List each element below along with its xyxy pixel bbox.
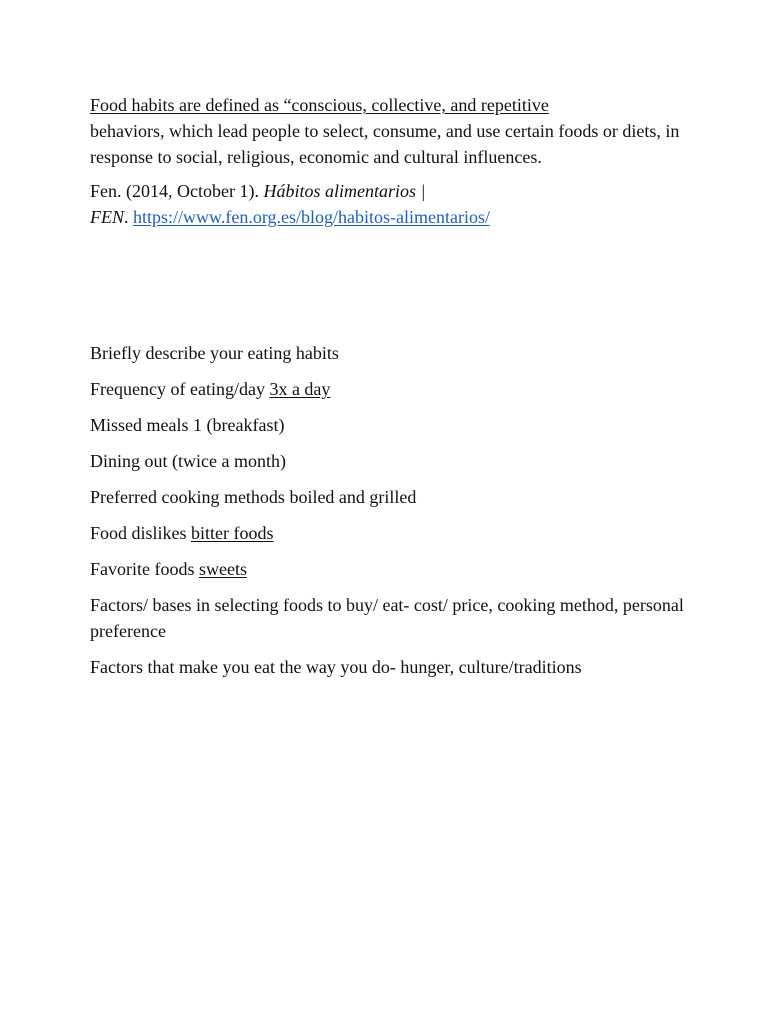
dining-out-line: Dining out (twice a month) [90,451,286,471]
dislikes-label: Food dislikes [90,523,192,543]
intro-underlined-text: Food habits are defined as “conscious, collective, and repetitive [90,95,549,115]
favorites-value: sweets [198,559,247,579]
citation-title: Hábitos alimentarios | [263,181,426,201]
intro-text: behaviors, which lead people to select, consume, and use certain foods or diets, in response to social, religious, economic and cultural influences. [90,121,680,167]
frequency-value: 3x a day [269,379,331,399]
factors-buy-line: Factors/ bases in selecting foods to buy/ eat- cost/ price, cooking method, personal preference [90,595,684,641]
frequency-line [90,376,690,402]
citation-publisher: FEN [90,207,124,227]
food-dislikes-line [90,520,690,546]
dislikes-value: bitter foods [191,523,274,543]
frequency-label: Frequency of eating/day [90,379,270,399]
intro-paragraph [90,92,690,170]
citation-period: . [124,207,133,227]
describe-heading: Briefly describe your eating habits [90,343,339,363]
document-body [90,92,690,230]
favorite-foods-line [90,556,690,582]
eating-habits-section [90,340,690,690]
missed-meals-line: Missed meals 1 (breakfast) [90,415,285,435]
citation-prefix: Fen. (2014, October 1). [90,181,264,201]
factors-eat-line: Factors that make you eat the way you do- hunger, culture/traditions [90,657,582,677]
citation [90,178,690,230]
favorites-label: Favorite foods [90,559,199,579]
citation-link[interactable]: https://www.fen.org.es/blog/habitos-alimentarios/ [133,207,490,227]
cooking-methods-line: Preferred cooking methods boiled and grilled [90,487,417,507]
